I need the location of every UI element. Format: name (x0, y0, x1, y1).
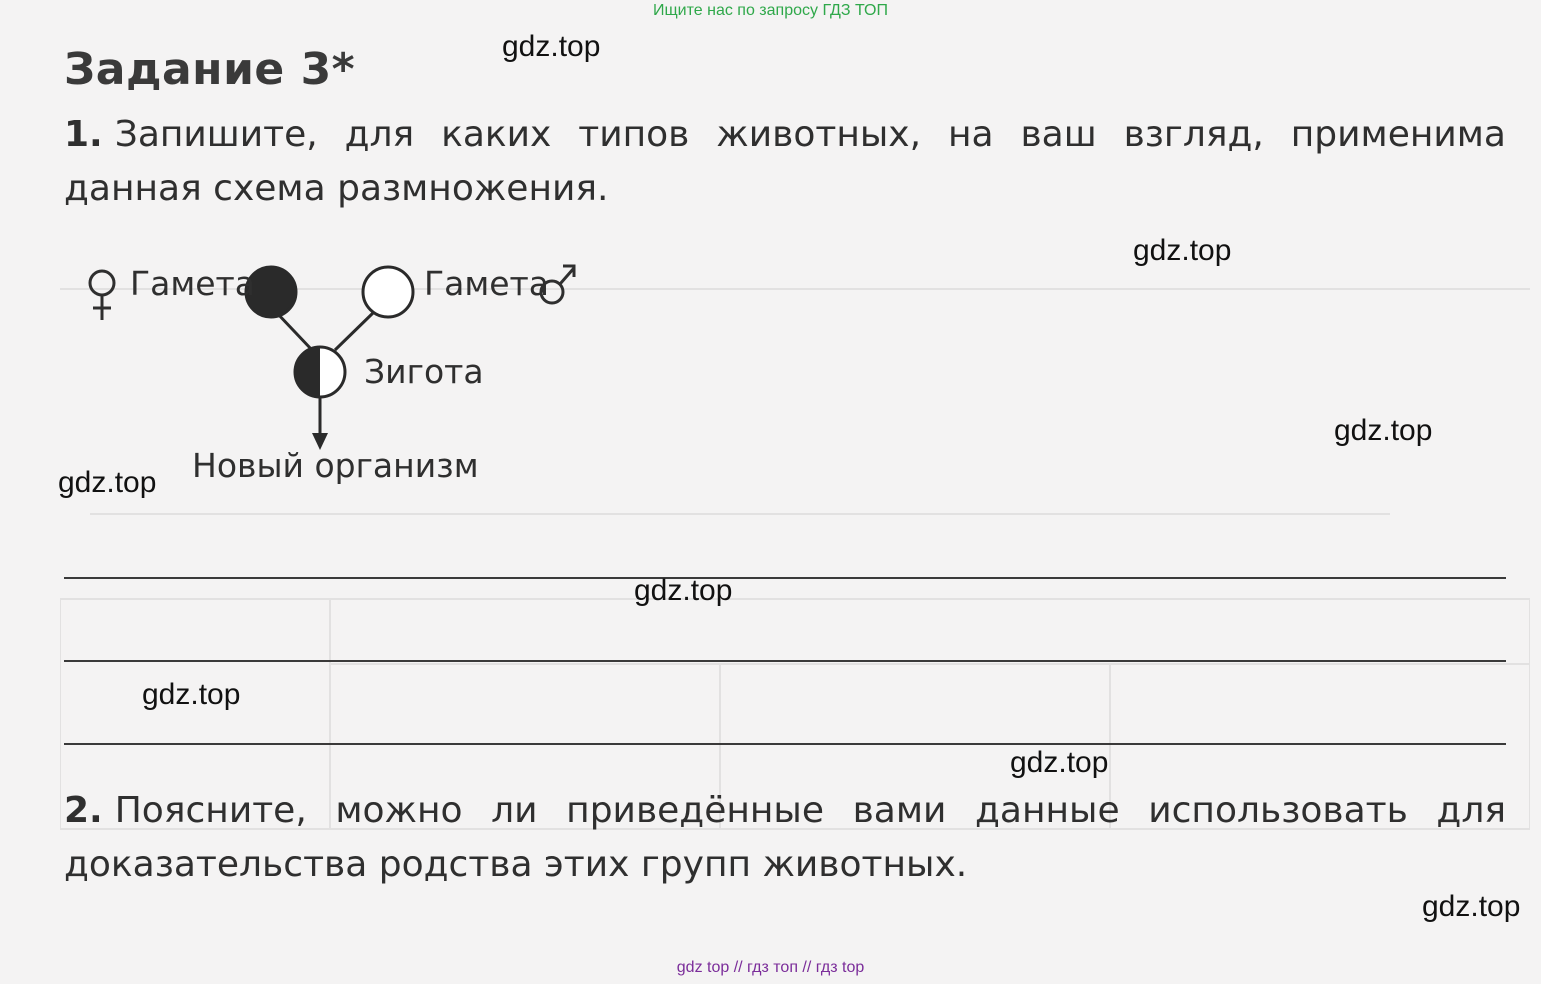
new-organism-label: Новый организм (192, 446, 479, 485)
zygote-circle (295, 347, 345, 397)
male-gamete-circle (363, 267, 413, 317)
question-2-text: Поясните, можно ли приведённые вами данные использовать для доказательства родства этих групп животных. (64, 790, 1506, 885)
watermark: gdz.top (1133, 234, 1232, 267)
female-gamete-label: Гамета (130, 264, 255, 303)
female-symbol-icon (90, 271, 114, 320)
task-title: Задание 3* (64, 44, 356, 95)
question-1-text: Запишите, для каких типов животных, на ваш взгляд, применима данная схема размножения. (64, 114, 1506, 209)
zygote-label: Зигота (364, 352, 484, 391)
watermark: gdz.top (58, 466, 157, 499)
footer-links[interactable]: gdz top // гдз топ // гдз top (676, 959, 865, 976)
question-1 (64, 108, 1506, 216)
reproduction-diagram (80, 250, 600, 500)
question-2-number: 2. (64, 790, 103, 831)
answer-line[interactable] (64, 743, 1506, 745)
answer-line[interactable] (64, 577, 1506, 579)
question-1-number: 1. (64, 114, 103, 155)
watermark: gdz.top (1422, 890, 1521, 923)
watermark: gdz.top (634, 574, 733, 607)
female-to-zygote-line (276, 312, 312, 350)
male-to-zygote-line (335, 312, 374, 350)
arrow-down-icon (312, 397, 328, 450)
answer-line[interactable] (64, 660, 1506, 662)
watermark: gdz.top (1010, 746, 1109, 779)
search-banner[interactable]: Ищите нас по запросу ГДЗ ТОП (653, 2, 888, 19)
watermark: gdz.top (142, 678, 241, 711)
male-gamete-label: Гамета (424, 264, 549, 303)
watermark: gdz.top (502, 30, 601, 63)
question-2 (64, 784, 1506, 892)
watermark: gdz.top (1334, 414, 1433, 447)
